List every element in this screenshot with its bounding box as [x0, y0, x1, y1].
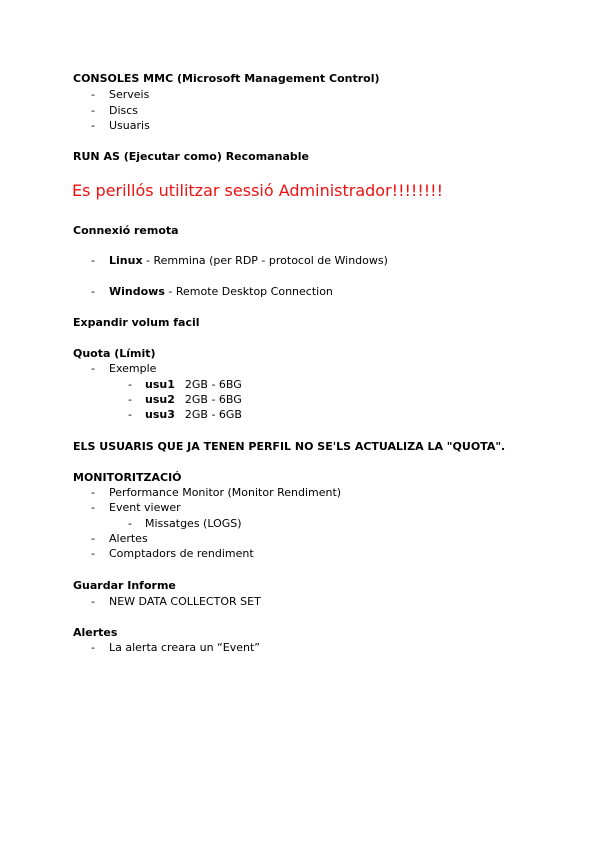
profile-quota-note: ELS USUARIS QUE JA TENEN PERFIL NO SE'LS ACTUALIZA LA "QUOTA".: [73, 440, 506, 453]
windows-description: - Remote Desktop Connection: [164, 285, 333, 298]
list-item-performance-monitor: Performance Monitor (Monitor Rendiment): [109, 486, 342, 499]
bullet-dash: -: [91, 547, 95, 560]
bullet-dash: -: [91, 88, 95, 101]
bullet-dash: -: [91, 595, 95, 608]
heading-expand-volume: Expandir volum facil: [73, 316, 200, 329]
quota-user-name: usu3: [145, 408, 175, 421]
list-item-alerts: Alertes: [109, 532, 148, 545]
quota-user-row: [145, 408, 242, 422]
quota-user-name: usu2: [145, 393, 175, 406]
bullet-dash: -: [91, 532, 95, 545]
quota-user-row: [145, 378, 242, 392]
bullet-dash: -: [128, 378, 132, 391]
list-item-windows: [109, 285, 333, 299]
list-item-serveis: Serveis: [109, 88, 150, 101]
list-item-alert-event: La alerta creara un “Event”: [109, 641, 260, 654]
warning-admin-session: Es perillós utilitzar sessió Administrador!!!!!!!!: [72, 181, 443, 200]
heading-monitoring: MONITORITZACIÓ: [73, 471, 182, 484]
linux-label: Linux: [109, 254, 143, 267]
heading-consoles-mmc: CONSOLES MMC (Microsoft Management Control): [73, 72, 380, 85]
bullet-dash: -: [91, 501, 95, 514]
list-item-usuaris: Usuaris: [109, 119, 150, 132]
list-item-linux: [109, 254, 388, 268]
list-item-example: Exemple: [109, 362, 157, 375]
bullet-dash: -: [91, 104, 95, 117]
list-item-data-collector-set: NEW DATA COLLECTOR SET: [109, 595, 261, 608]
bullet-dash: -: [128, 408, 132, 421]
list-item-discs: Discs: [109, 104, 139, 117]
heading-run-as: RUN AS (Ejecutar como) Recomanable: [73, 150, 309, 163]
list-item-event-viewer: Event viewer: [109, 501, 181, 514]
heading-alerts: Alertes: [73, 626, 118, 639]
quota-user-row: [145, 393, 242, 407]
bullet-dash: -: [128, 393, 132, 406]
bullet-dash: -: [91, 254, 95, 267]
linux-description: - Remmina (per RDP - protocol de Windows): [142, 254, 388, 267]
bullet-dash: -: [91, 486, 95, 499]
bullet-dash: -: [128, 517, 132, 530]
heading-save-report: Guardar Informe: [73, 579, 176, 592]
quota-user-name: usu1: [145, 378, 175, 391]
bullet-dash: -: [91, 119, 95, 132]
quota-user-value: 2GB - 6GB: [184, 408, 242, 421]
list-item-performance-counters: Comptadors de rendiment: [109, 547, 254, 560]
quota-user-value: 2GB - 6BG: [184, 378, 242, 391]
bullet-dash: -: [91, 641, 95, 654]
windows-label: Windows: [109, 285, 165, 298]
quota-user-value: 2GB - 6BG: [184, 393, 242, 406]
bullet-dash: -: [91, 362, 95, 375]
heading-remote-connection: Connexió remota: [73, 224, 179, 237]
list-item-messages-logs: Missatges (LOGS): [145, 517, 242, 530]
heading-quota: Quota (Límit): [73, 347, 156, 360]
bullet-dash: -: [91, 285, 95, 298]
